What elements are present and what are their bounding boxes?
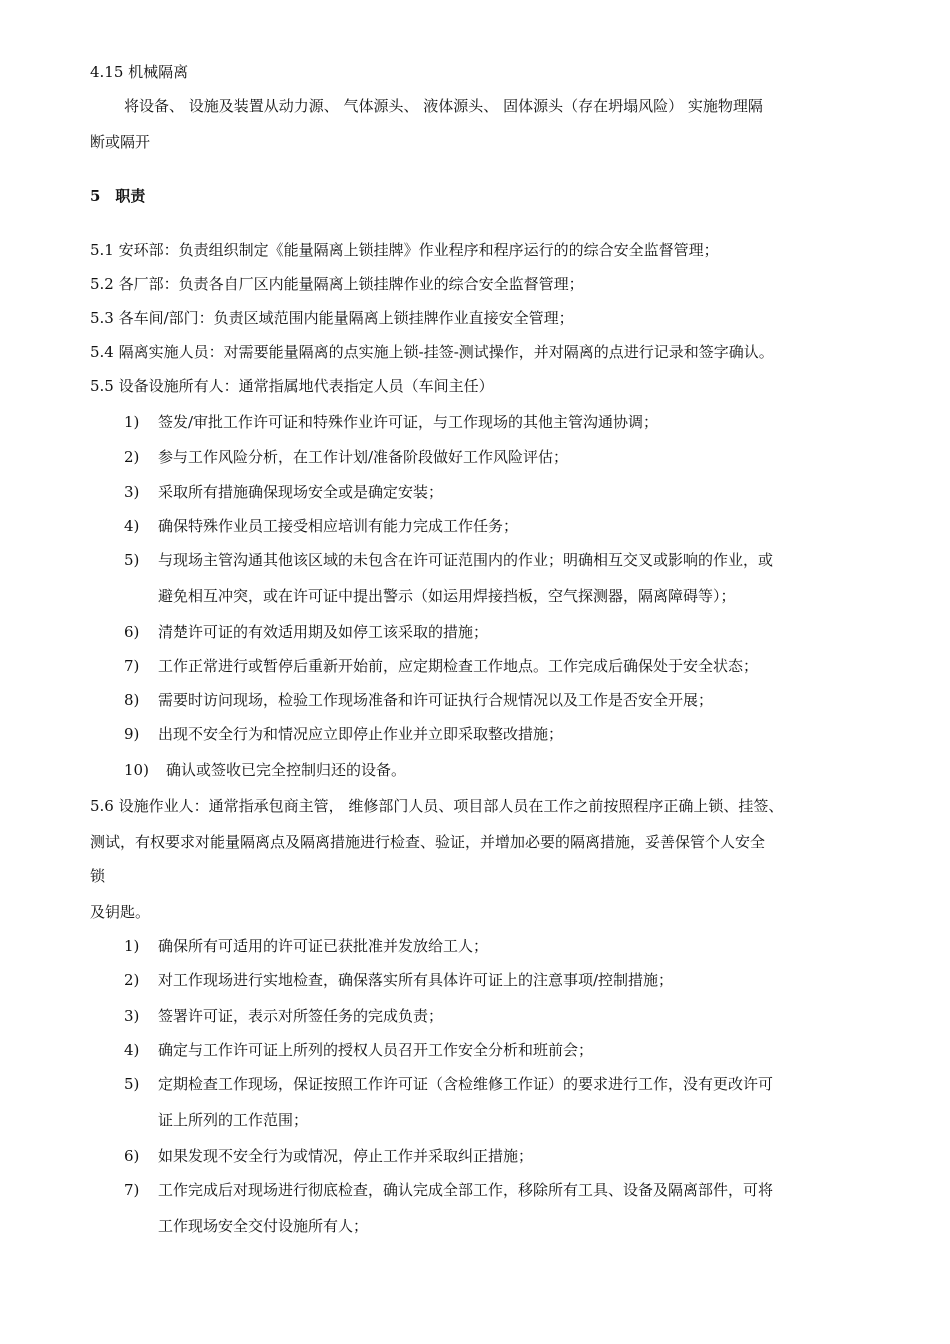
list-item-number: 5): [124, 1075, 140, 1093]
section-4-15-body-line2: 断或隔开: [90, 133, 151, 151]
list-item-number: 4): [124, 517, 140, 535]
list-item-text: 确定与工作许可证上所列的授权人员召开工作安全分析和班前会；: [158, 1041, 594, 1059]
list-item-number: 2): [124, 448, 140, 466]
list-item-text: 工作完成后对现场进行彻底检查，确认完成全部工作，移除所有工具、设备及隔离部件，可将: [158, 1181, 774, 1199]
list-item-number: 7): [124, 1181, 140, 1199]
paragraph-5-3: 5.3 各车间/部门：负责区域范围内能量隔离上锁挂牌作业直接安全管理；: [90, 309, 574, 327]
list-item-text: 采取所有措施确保现场安全或是确定安装；: [158, 483, 444, 501]
list-item-number: 2): [124, 971, 140, 989]
paragraph-5-6-line2: 测试，有权要求对能量隔离点及隔离措施进行检查、验证，并增加必要的隔离措施，妥善保管个人安全: [90, 833, 766, 851]
section-4-15-body-line1: 将设备、 设施及装置从动力源、 气体源头、 液体源头、 固体源头（存在坍塌风险） 实施物理隔: [124, 97, 763, 115]
list-item-text: 定期检查工作现场，保证按照工作许可证（含检维修工作证）的要求进行工作，没有更改许可: [158, 1075, 774, 1093]
list-item-number: 1): [124, 413, 140, 431]
list-item-number: 3): [124, 483, 140, 501]
list-item-number: 5): [124, 551, 140, 569]
list-item-number: 3): [124, 1007, 140, 1025]
list-item-text: 签署许可证，表示对所签任务的完成负责；: [158, 1007, 444, 1025]
section-5-heading: 5 职责: [90, 187, 146, 205]
list-item-text: 与现场主管沟通其他该区域的未包含在许可证范围内的作业；明确相互交叉或影响的作业，或: [158, 551, 774, 569]
paragraph-5-6-line3: 锁: [90, 867, 106, 885]
list-item-text: 工作正常进行或暂停后重新开始前，应定期检查工作地点。工作完成后确保处于安全状态；: [158, 657, 759, 675]
list-item-continuation: 证上所列的工作范围；: [158, 1111, 309, 1129]
list-item-number: 4): [124, 1041, 140, 1059]
list-item-text: 对工作现场进行实地检查，确保落实所有具体许可证上的注意事项/控制措施；: [158, 971, 674, 989]
list-item-number: 10): [124, 761, 149, 779]
list-item-continuation: 避免相互冲突，或在许可证中提出警示（如运用焊接挡板，空气探测器，隔离障碍等）；: [158, 587, 736, 605]
list-item-text: 确认或签收已完全控制归还的设备。: [166, 761, 407, 779]
list-item-text: 需要时访问现场，检验工作现场准备和许可证执行合规情况以及工作是否安全开展；: [158, 691, 714, 709]
list-item-number: 1): [124, 937, 140, 955]
list-item-text: 参与工作风险分析，在工作计划/准备阶段做好工作风险评估；: [158, 448, 569, 466]
list-item-text: 确保特殊作业员工接受相应培训有能力完成工作任务；: [158, 517, 519, 535]
list-item-number: 6): [124, 1147, 140, 1165]
list-item-text: 清楚许可证的有效适用期及如停工该采取的措施；: [158, 623, 489, 641]
paragraph-5-4: 5.4 隔离实施人员：对需要能量隔离的点实施上锁-挂签-测试操作，并对隔离的点进行记录和签字确认。: [90, 343, 774, 361]
section-4-15-title: 4.15 机械隔离: [90, 63, 189, 81]
list-item-text: 签发/审批工作许可证和特殊作业许可证，与工作现场的其他主管沟通协调；: [158, 413, 659, 431]
list-item-continuation: 工作现场安全交付设施所有人；: [158, 1217, 369, 1235]
paragraph-5-1: 5.1 安环部：负责组织制定《能量隔离上锁挂牌》作业程序和程序运行的的综合安全监督管理；: [90, 241, 719, 259]
paragraph-5-6-line1: 5.6 设施作业人：通常指承包商主管， 维修部门人员、项目部人员在工作之前按照程序正确上锁、挂签、: [90, 797, 784, 815]
list-item-number: 7): [124, 657, 140, 675]
list-item-text: 如果发现不安全行为或情况，停止工作并采取纠正措施；: [158, 1147, 534, 1165]
list-item-number: 9): [124, 725, 140, 743]
list-item-number: 6): [124, 623, 140, 641]
paragraph-5-5: 5.5 设备设施所有人：通常指属地代表指定人员（车间主任）: [90, 377, 494, 395]
paragraph-5-2: 5.2 各厂部：负责各自厂区内能量隔离上锁挂牌作业的综合安全监督管理；: [90, 275, 584, 293]
list-item-text: 确保所有可适用的许可证已获批准并发放给工人；: [158, 937, 489, 955]
paragraph-5-6-line4: 及钥匙。: [90, 903, 151, 921]
list-item-number: 8): [124, 691, 140, 709]
list-item-text: 出现不安全行为和情况应立即停止作业并立即采取整改措施；: [158, 725, 564, 743]
